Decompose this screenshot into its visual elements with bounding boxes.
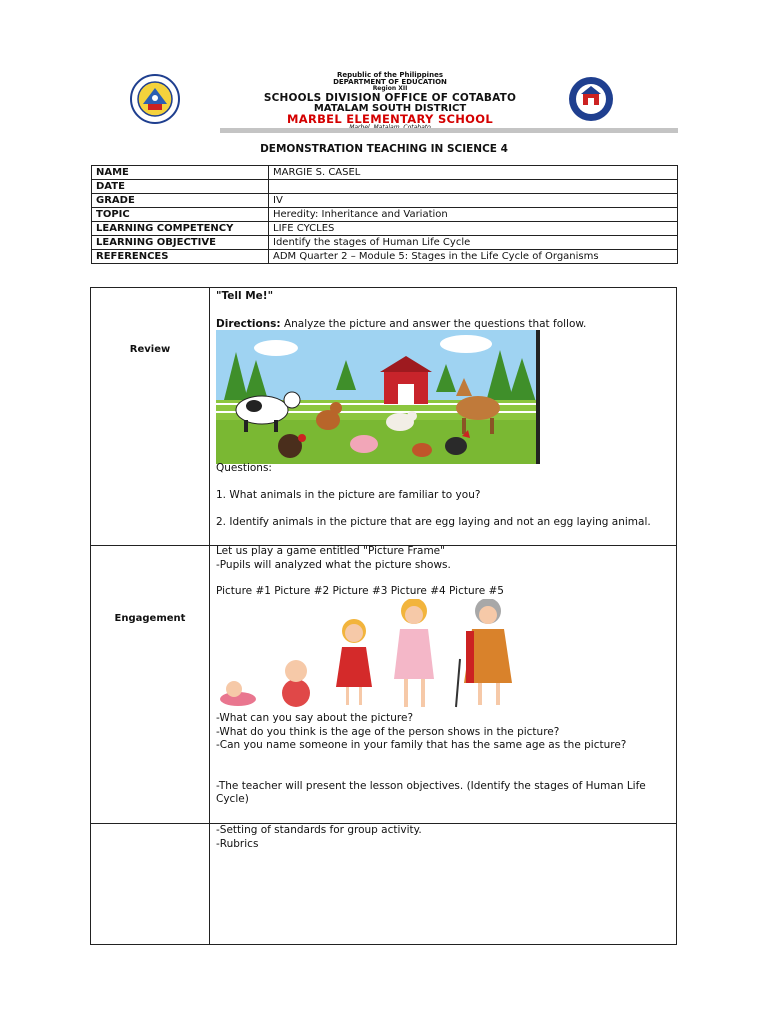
info-row <box>92 236 678 250</box>
region-line: Region XII <box>372 85 408 92</box>
republic-line: Republic of the Philippines <box>337 71 443 79</box>
info-row <box>92 180 678 194</box>
document-title: DEMONSTRATION TEACHING IN SCIENCE 4 <box>260 143 508 155</box>
letterhead-text <box>240 72 540 131</box>
engagement-instruction: -Pupils will analyzed what the picture shows. <box>216 558 451 571</box>
school-name: MARBEL ELEMENTARY SCHOOL <box>287 111 493 126</box>
review-questions <box>216 462 666 530</box>
department-line: DEPARTMENT OF EDUCATION <box>333 78 447 86</box>
info-row <box>92 194 678 208</box>
review-question-1: 1. What animals in the picture are familiar to you? <box>216 488 481 501</box>
engagement-intro: Let us play a game entitled "Picture Frame" <box>216 545 445 557</box>
engagement-questions <box>216 712 666 807</box>
standards-text: -Setting of standards for group activity. <box>216 824 422 836</box>
info-key: LEARNING OBJECTIVE <box>92 236 269 250</box>
info-value <box>269 180 678 194</box>
info-value: ADM Quarter 2 – Module 5: Stages in the Life Cycle of Organisms <box>269 250 678 264</box>
engagement-content <box>216 545 666 599</box>
lesson-table <box>90 287 677 945</box>
directions-text: Analyze the picture and answer the questions that follow. <box>280 317 587 330</box>
info-key: REFERENCES <box>92 250 269 264</box>
lesson-objectives-text: -The teacher will present the lesson objectives. (Identify the stages of Human Life Cycle) <box>216 779 646 805</box>
info-value: LIFE CYCLES <box>269 222 678 236</box>
info-value: MARGIE S. CASEL <box>269 166 678 180</box>
info-table <box>91 165 678 264</box>
header-rule <box>220 128 678 133</box>
info-value: Identify the stages of Human Life Cycle <box>269 236 678 250</box>
division-line: SCHOOLS DIVISION OFFICE OF COTABATO <box>263 92 517 104</box>
info-row <box>92 166 678 180</box>
deped-seal-icon <box>130 74 180 124</box>
engagement-label: Engagement <box>114 613 186 624</box>
info-value: IV <box>269 194 678 208</box>
info-row <box>92 222 678 236</box>
rubrics-text: -Rubrics <box>216 837 259 850</box>
review-content <box>216 290 666 331</box>
picture-labels: Picture #1 Picture #2 Picture #3 Picture #4 Picture #5 <box>216 585 504 597</box>
third-row-content <box>216 824 666 851</box>
info-row <box>92 208 678 222</box>
farm-animals-image <box>216 330 540 464</box>
column-divider <box>209 288 210 944</box>
info-key: DATE <box>92 180 269 194</box>
directions-label: Directions: <box>216 317 281 330</box>
review-question-2: 2. Identify animals in the picture that are egg laying and not an egg laying animal. <box>216 516 651 528</box>
review-heading: "Tell Me!" <box>216 290 274 302</box>
district-line: MATALAM SOUTH DISTRICT <box>313 102 467 114</box>
engagement-question-2: -What do you think is the age of the person shows in the picture? <box>216 725 560 738</box>
info-value: Heredity: Inheritance and Variation <box>269 208 678 222</box>
engagement-question-3: -Can you name someone in your family that has the same age as the picture? <box>216 739 627 751</box>
review-label: Review <box>129 344 171 355</box>
info-key: NAME <box>92 166 269 180</box>
questions-label: Questions: <box>216 462 272 474</box>
info-key: LEARNING COMPETENCY <box>92 222 269 236</box>
review-directions <box>216 318 666 332</box>
life-cycle-image <box>216 599 536 711</box>
info-key: TOPIC <box>92 208 269 222</box>
info-key: GRADE <box>92 194 269 208</box>
school-seal-icon <box>568 76 614 122</box>
engagement-question-1: -What can you say about the picture? <box>216 712 414 724</box>
letterhead <box>90 72 678 134</box>
info-row <box>92 250 678 264</box>
